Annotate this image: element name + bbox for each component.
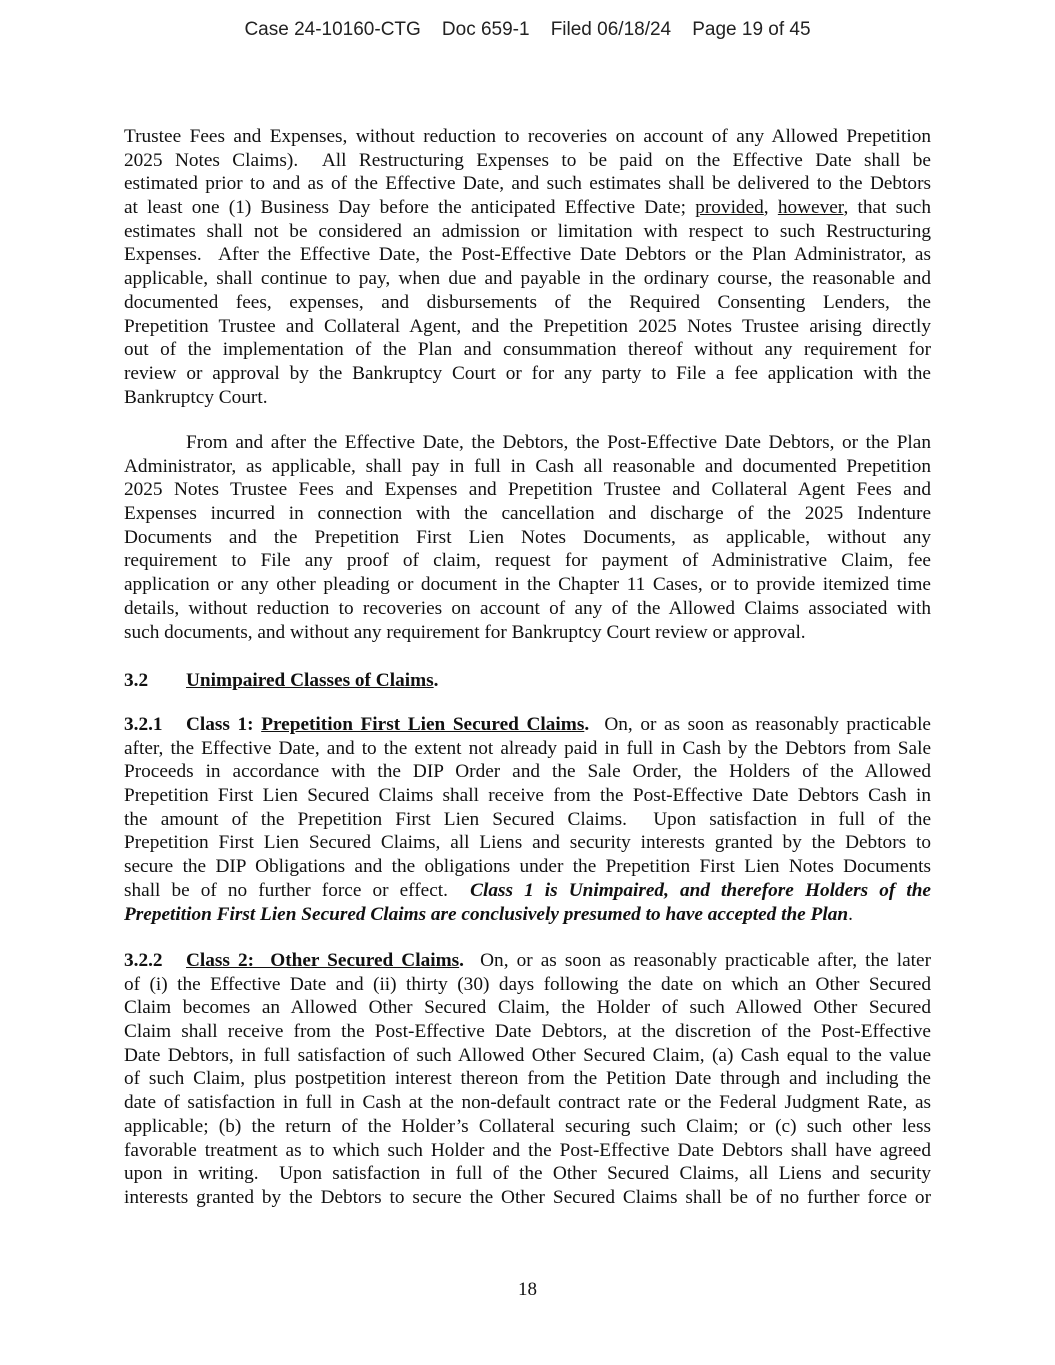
text-run: at least one (1) Business Day before the anticipated Effective Date; <box>124 197 696 219</box>
text-line <box>124 996 931 1020</box>
section-3-2-1-class-1 <box>124 713 931 926</box>
text-line <box>124 243 931 267</box>
text-run: estimates shall not be considered an admission or limitation with respect to such Restructuring <box>124 220 931 242</box>
text-line <box>124 784 931 808</box>
text-line <box>124 949 931 973</box>
text-line <box>124 196 931 220</box>
text-run: On, or as soon as reasonably practicable after, the later <box>463 950 931 971</box>
text-run: after, the Effective Date, and to the extent not already paid in full in Cash by the Debtors from Sale <box>124 737 931 759</box>
text-run: Class 1 is Unimpaired, and therefore Holders of the <box>470 879 931 901</box>
text-run: upon in writing. Upon satisfaction in full of the Other Secured Claims, all Liens and security <box>124 1163 931 1185</box>
text-run: of such Claim, plus postpetition interest thereon from the Petition Date through and including the <box>124 1068 931 1090</box>
text-line <box>124 338 931 362</box>
text-line <box>124 502 931 526</box>
text-run: Prepetition First Lien Secured Claims <box>261 714 585 735</box>
text-line <box>124 172 931 196</box>
text-run: Expenses. After the Effective Date, the Post-Effective Date Debtors or the Plan Administrator, as <box>124 244 931 266</box>
text-run: . <box>433 670 439 691</box>
text-run: Prepetition First Lien Secured Claims, all Liens and security interests granted by the Debtors to <box>124 832 931 854</box>
text-run: review or approval by the Bankruptcy Court or for any party to File a fee application with the <box>124 362 931 384</box>
text-run: secure the DIP Obligations and the obligations under the Prepetition First Lien Notes Documents <box>124 856 931 878</box>
text-line <box>124 1020 931 1044</box>
text-run: . <box>848 903 853 925</box>
text-run: Class 1: <box>186 714 262 735</box>
text-run: of (i) the Effective Date and (ii) thirty (30) days following the date on which an Other Secured <box>124 973 931 995</box>
text-run: however <box>777 197 844 219</box>
text-run: Trustee Fees and Expenses, without reduction to recoveries on account of any Allowed Prepetition <box>124 126 931 147</box>
text-run: Prepetition First Lien Secured Claims are conclusively presumed to have accepted the Plan <box>124 903 849 925</box>
text-line <box>124 1115 931 1139</box>
text-line <box>124 713 931 737</box>
text-run: Date Debtors, in full satisfaction of such Allowed Other Secured Claim, (a) Cash equal to the value <box>124 1044 931 1066</box>
text-line <box>124 760 931 784</box>
text-line <box>124 597 931 621</box>
section-number: 3.2.1 <box>124 714 163 735</box>
text-run: date of satisfaction in full in Cash at the non-default contract rate or the Federal Judgment Rate, as <box>124 1092 931 1114</box>
text-line <box>124 526 931 550</box>
text-line <box>124 455 931 479</box>
text-run: requirement to File any proof of claim, request for payment of Administrative Claim, fee <box>124 550 931 572</box>
text-line <box>124 1162 931 1186</box>
text-line <box>124 315 931 339</box>
text-run: Prepetition Trustee and Collateral Agent, and the Prepetition 2025 Notes Trustee arising directly <box>124 315 931 337</box>
text-line <box>124 362 931 386</box>
text-run: the amount of the Prepetition First Lien Secured Claims. Upon satisfaction in full of the <box>124 808 931 830</box>
text-line <box>124 1186 931 1210</box>
text-line <box>124 831 931 855</box>
text-run: Administrator, as applicable, shall pay in full in Cash all reasonable and documented Prepetition <box>124 455 931 477</box>
text-line <box>124 903 931 927</box>
text-run: Bankruptcy Court. <box>124 386 268 408</box>
paragraph-trustee-fees <box>124 431 931 644</box>
text-run: Proceeds in accordance with the DIP Order and the Sale Order, the Holders of the Allowed <box>124 761 931 783</box>
text-line <box>124 220 931 244</box>
text-line <box>124 1044 931 1068</box>
section-heading-unimpaired-classes <box>124 669 931 693</box>
text-line <box>124 855 931 879</box>
text-line <box>124 808 931 832</box>
paragraph-restructuring-expenses <box>124 125 931 409</box>
text-run: provided <box>695 197 764 219</box>
text-line <box>124 1067 931 1091</box>
court-filing-header: Case 24-10160-CTG Doc 659-1 Filed 06/18/24 Page 19 of 45 <box>244 19 811 40</box>
text-line <box>124 1091 931 1115</box>
text-line <box>124 549 931 573</box>
text-run: Documents and the Prepetition First Lien Notes Documents, as applicable, without any <box>124 526 931 548</box>
text-run: application or any other pleading or document in the Chapter 11 Cases, or to provide itemized time <box>124 574 931 596</box>
text-line <box>124 737 931 761</box>
section-number: 3.2.2 <box>124 950 163 971</box>
text-run: Claim becomes an Allowed Other Secured Claim, the Holder of such Allowed Other Secured <box>124 997 931 1019</box>
text-run: interests granted by the Debtors to secure the Other Secured Claims shall be of no further force or <box>124 1186 931 1208</box>
section-number: 3.2 <box>124 670 149 691</box>
text-line <box>124 386 931 410</box>
text-run: 2025 Notes Trustee Fees and Expenses and Prepetition Trustee and Collateral Agent Fees and <box>124 479 931 501</box>
text-line <box>124 478 931 502</box>
text-run: From and after the Effective Date, the Debtors, the Post-Effective Date Debtors, or the Plan <box>186 432 931 453</box>
text-run: On, or as soon as reasonably practicable <box>589 714 931 735</box>
text-run: such documents, and without any requirement for Bankruptcy Court review or approval. <box>124 621 806 643</box>
text-run: Prepetition First Lien Secured Claims shall receive from the Post-Effective Date Debtors Cash in <box>124 785 931 807</box>
text-line <box>124 1139 931 1163</box>
text-line <box>124 149 931 173</box>
text-run: Expenses incurred in connection with the cancellation and discharge of the 2025 Indenture <box>124 503 931 525</box>
text-line <box>124 621 931 645</box>
text-run: Claim shall receive from the Post-Effective Date Debtors, at the discretion of the Post-Effective <box>124 1021 931 1043</box>
text-line <box>124 291 931 315</box>
text-line <box>124 125 931 149</box>
text-run: shall be of no further force or effect. <box>124 879 471 901</box>
text-line <box>124 879 931 903</box>
text-line <box>124 573 931 597</box>
text-run: . <box>459 950 464 971</box>
section-3-2-2-class-2 <box>124 949 931 1210</box>
page-number: 18 <box>518 1279 537 1300</box>
text-run: favorable treatment as to which such Holder and the Post-Effective Date Debtors shall have agreed <box>124 1139 931 1161</box>
text-run: applicable; (b) the return of the Holder’s Collateral securing such Claim; or (c) such other less <box>124 1115 931 1137</box>
text-line <box>124 669 931 693</box>
text-run: , that such <box>843 197 932 219</box>
text-run: out of the implementation of the Plan and consummation thereof without any requirement for <box>124 339 931 361</box>
text-line <box>124 973 931 997</box>
text-run: estimated prior to and as of the Effective Date, and such estimates shall be delivered to the Debtors <box>124 173 931 195</box>
text-line <box>124 431 931 455</box>
text-run: Class 2: Other Secured Claims <box>186 950 460 971</box>
text-run: . <box>584 714 590 735</box>
text-run: , <box>763 197 778 219</box>
text-line <box>124 267 931 291</box>
text-run: 2025 Notes Claims). All Restructuring Expenses to be paid on the Effective Date shall be <box>124 149 931 171</box>
text-run: details, without reduction to recoveries on account of any of the Allowed Claims associated with <box>124 597 931 619</box>
text-run: Unimpaired Classes of Claims <box>186 670 434 691</box>
text-run: applicable, shall continue to pay, when due and payable in the ordinary course, the reasonable and <box>124 268 931 290</box>
text-run: documented fees, expenses, and disbursements of the Required Consenting Lenders, the <box>124 291 931 313</box>
